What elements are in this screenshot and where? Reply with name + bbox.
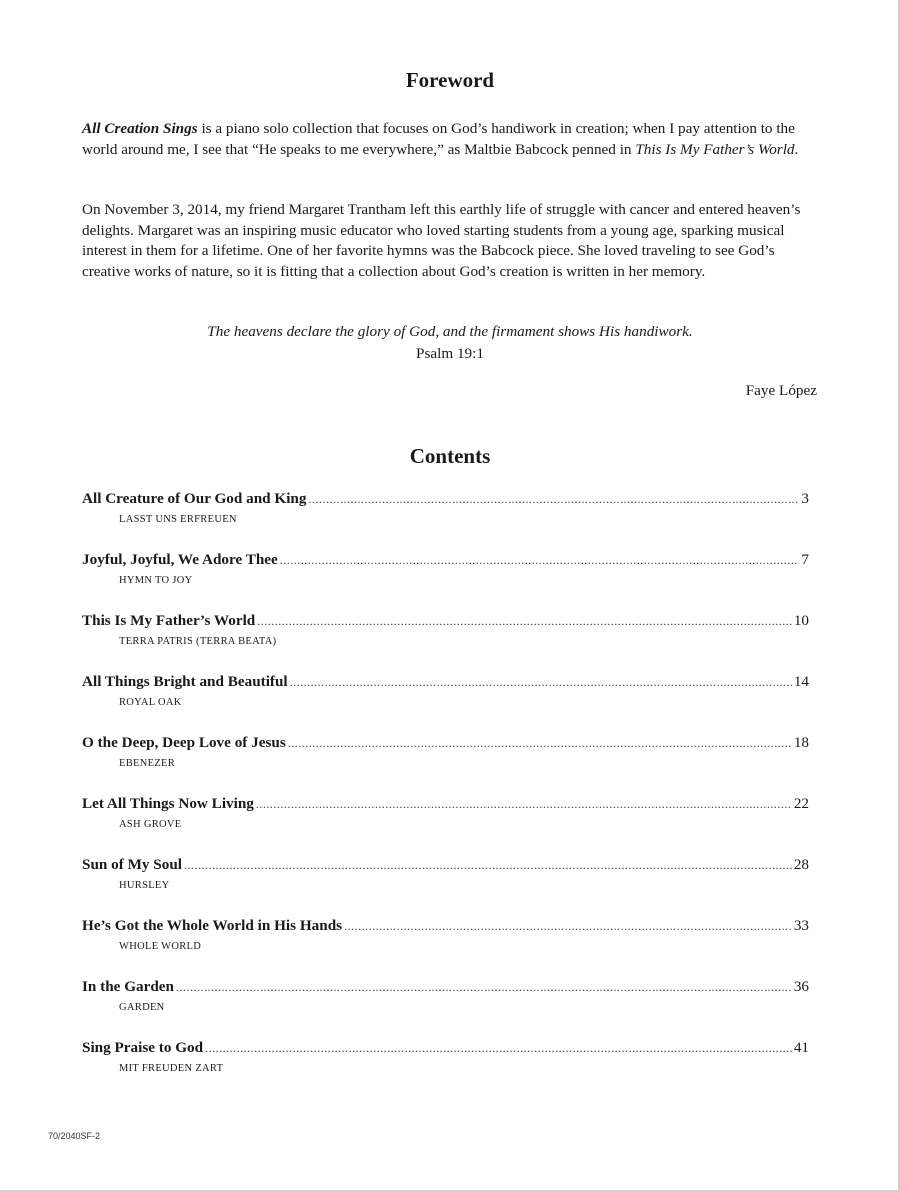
toc-entry[interactable] (82, 917, 809, 978)
toc-title: In the Garden (82, 978, 174, 995)
catalog-number: 70/2040SF-2 (48, 1131, 101, 1141)
book-title: All Creation Sings (82, 120, 198, 137)
toc-leader-dots (176, 980, 792, 995)
toc-page-number: 36 (793, 978, 809, 995)
toc-entry[interactable] (82, 734, 809, 795)
table-of-contents (82, 490, 809, 1100)
toc-title: Sing Praise to God (82, 1039, 204, 1056)
toc-tune-name: GARDEN (119, 1002, 165, 1013)
scripture-quote (82, 321, 818, 365)
toc-page-number: 28 (793, 856, 809, 873)
toc-title: All Things Bright and Beautiful (82, 673, 288, 690)
toc-entry[interactable] (82, 978, 809, 1039)
toc-tune-name: MIT FREUDEN ZART (119, 1063, 224, 1074)
quote-reference: Psalm 19:1 (416, 345, 484, 362)
toc-tune-name: EBENEZER (119, 758, 176, 769)
toc-tune-name: HYMN TO JOY (119, 575, 193, 586)
author-signature: Faye López (745, 382, 817, 399)
toc-tune-name: TERRA PATRIS (TERRA BEATA) (119, 636, 277, 647)
toc-tune-name: WHOLE WORLD (119, 941, 202, 952)
toc-title: This Is My Father’s World (82, 612, 256, 629)
toc-entry[interactable] (82, 551, 809, 612)
toc-leader-dots (308, 492, 799, 507)
foreword-paragraph-2: On November 3, 2014, my friend Margaret Trantham left this earthly life of struggle with cancer and entered heaven’s delights. Margaret was an inspiring music educator who loved starting students from a young age, sparking musical interest in them for a lifetime. One of her favorite hymns was the Babcock piece. She loved traveling to see God’s creative works of nature, so it is fitting that a collection about God’s creation is written in her memory. (82, 201, 801, 280)
toc-leader-dots (257, 614, 792, 629)
toc-page-number: 10 (793, 612, 809, 629)
toc-entry[interactable] (82, 1039, 809, 1100)
toc-title: O the Deep, Deep Love of Jesus (82, 734, 286, 751)
toc-page-number: 14 (793, 673, 809, 690)
toc-title: Let All Things Now Living (82, 795, 254, 812)
toc-leader-dots (288, 736, 792, 751)
toc-title: He’s Got the Whole World in His Hands (82, 917, 343, 934)
toc-page-number: 22 (793, 795, 809, 812)
toc-entry[interactable] (82, 612, 809, 673)
foreword-text-end: . (794, 140, 799, 158)
toc-entry[interactable] (82, 673, 809, 734)
toc-leader-dots (290, 675, 792, 690)
toc-page-number: 7 (801, 551, 809, 568)
toc-entry[interactable] (82, 490, 809, 551)
toc-leader-dots (344, 919, 792, 934)
foreword-paragraph-1 (82, 119, 818, 160)
toc-leader-dots (205, 1041, 792, 1056)
foreword-title: Foreword (405, 68, 495, 92)
toc-tune-name: ASH GROVE (119, 819, 182, 830)
toc-page-number: 41 (793, 1039, 809, 1056)
toc-title: Joyful, Joyful, We Adore Thee (82, 551, 278, 568)
toc-page-number: 33 (793, 917, 809, 934)
toc-title: All Creature of Our God and King (82, 490, 307, 507)
contents-title: Contents (409, 444, 491, 468)
toc-page-number: 3 (801, 490, 809, 507)
toc-page-number: 18 (793, 734, 809, 751)
toc-tune-name: HURSLEY (119, 880, 170, 891)
toc-entry[interactable] (82, 856, 809, 917)
toc-leader-dots (256, 797, 792, 812)
toc-leader-dots (184, 858, 792, 873)
foreword-text: is a piano solo collection that focuses on God’s handiwork in creation; when I pay attention to the world around me, I see that “He speaks to me everywhere,” as Maltbie Babcock penned in (82, 120, 795, 158)
toc-tune-name: ROYAL OAK (119, 697, 182, 708)
hymn-title-reference: This Is My Father’s World (635, 140, 795, 158)
quote-text: The heavens declare the glory of God, and the firmament shows His handiwork. (207, 323, 693, 340)
toc-tune-name: LASST UNS ERFREUEN (119, 514, 237, 525)
toc-title: Sun of My Soul (82, 856, 183, 873)
toc-entry[interactable] (82, 795, 809, 856)
toc-leader-dots (280, 553, 800, 568)
